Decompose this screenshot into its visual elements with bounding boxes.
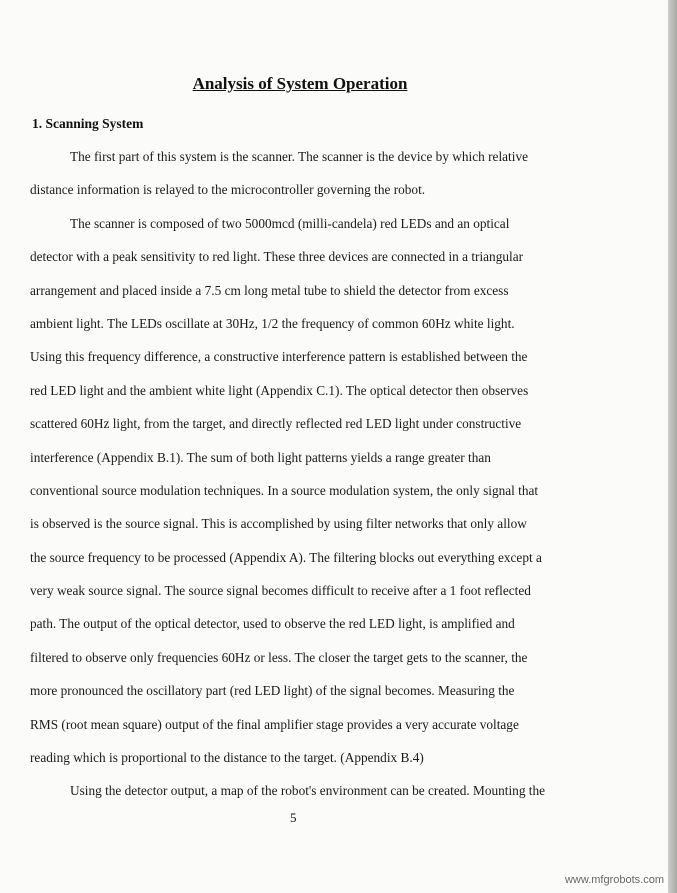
text-line: reading which is proportional to the distance to the target. (Appendix B.4) [30, 750, 424, 766]
text-line: interference (Appendix B.1). The sum of both light patterns yields a range greater than [30, 449, 491, 465]
text-line: The first part of this system is the scanner. The scanner is the device by which relative [70, 149, 528, 164]
text-line: red LED light and the ambient white light (Appendix C.1). The optical detector then observes [30, 382, 529, 398]
text-line: RMS (root mean square) output of the final amplifier stage provides a very accurate voltage [30, 716, 519, 732]
text-line: is observed is the source signal. This is accomplished by using filter networks that only allow [30, 516, 527, 532]
text-line: the source frequency to be processed (Appendix A). The filtering blocks out everything except a [30, 549, 542, 565]
text-line: distance information is relayed to the microcontroller governing the robot. [30, 182, 426, 198]
text-line: scattered 60Hz light, from the target, and directly reflected red LED light under constructive [30, 416, 522, 432]
text-line: path. The output of the optical detector, used to observe the red LED light, is amplified and [30, 616, 515, 632]
text-line: ambient light. The LEDs oscillate at 30Hz, 1/2 the frequency of common 60Hz white light. [30, 315, 515, 331]
text-line: very weak source signal. The source signal becomes difficult to receive after a 1 foot reflected [30, 583, 531, 599]
text-line: detector with a peak sensitivity to red light. These three devices are connected in a triangular [30, 249, 524, 265]
page-title: Analysis of System Operation [192, 74, 408, 93]
text-line: The scanner is composed of two 5000mcd (milli-candela) red LEDs and an optical [70, 215, 510, 231]
text-line: arrangement and placed inside a 7.5 cm long metal tube to shield the detector from excess [30, 282, 509, 298]
watermark: www.mfgrobots.com [562, 873, 667, 887]
section-heading: 1. Scanning System [32, 116, 144, 131]
text-line: conventional source modulation techniques. In a source modulation system, the only signal that [30, 482, 539, 498]
page-edge-shadow [668, 0, 677, 893]
body-paragraphs [30, 140, 575, 808]
page-number: 5 [290, 810, 297, 825]
text-line: Using this frequency difference, a constructive interference pattern is established between the [30, 349, 528, 365]
text-line: filtered to observe only frequencies 60Hz or less. The closer the target gets to the scanner, the [30, 649, 528, 665]
text-line: Using the detector output, a map of the robot's environment can be created. Mounting the [70, 783, 546, 799]
text-line: more pronounced the oscillatory part (red LED light) of the signal becomes. Measuring the [30, 683, 515, 699]
